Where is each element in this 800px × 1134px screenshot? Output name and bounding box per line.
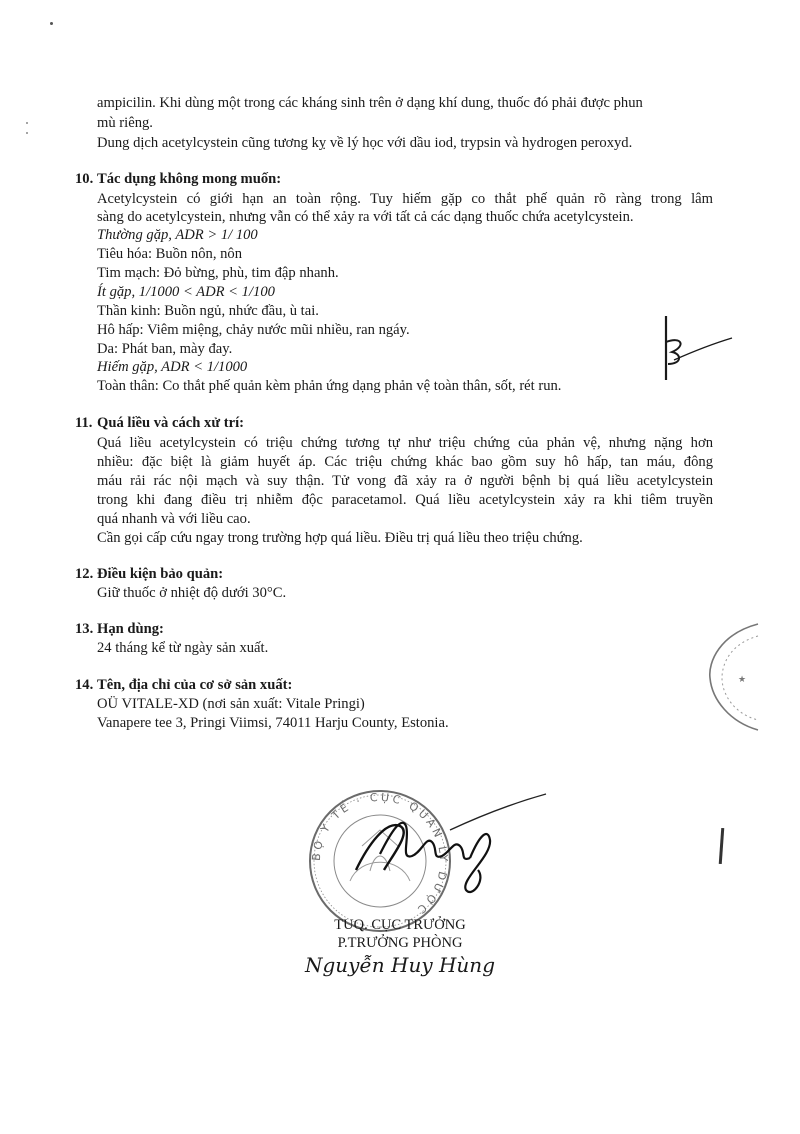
section-line: sàng do acetylcystein, nhưng vẫn có thể xảy ra với tất cả các dạng thuốc chứa acetylcystein. bbox=[97, 209, 634, 225]
section-line: Quá liều acetylcystein có triệu chứng tương tự như triệu chứng của phản vệ, nhưng nặng hơn bbox=[97, 435, 713, 451]
intro-line: ampicilin. Khi dùng một trong các kháng sinh trên ở dạng khí dung, thuốc đó phải được phun bbox=[97, 95, 643, 111]
section-heading: Điều kiện bảo quản: bbox=[97, 566, 224, 582]
svg-text:★: ★ bbox=[738, 675, 747, 685]
section-heading: Hạn dùng: bbox=[97, 621, 164, 637]
section-line: Vanapere tee 3, Pringi Viimsi, 74011 Harju County, Estonia. bbox=[97, 715, 449, 731]
partial-stamp-right bbox=[700, 622, 760, 732]
section-line: trong khi đang điều trị nhiễm độc paracetamol. Quá liều acetylcystein xảy ra khi tiêm truyền bbox=[97, 492, 713, 508]
section-line: OÜ VITALE-XD (nơi sản xuất: Vitale Pringi) bbox=[97, 696, 365, 712]
section-line: Toàn thân: Co thắt phế quản kèm phản ứng dạng phản vệ toàn thân, sốt, rét run. bbox=[97, 378, 562, 394]
signatory-name: Nguyễn Huy Hùng bbox=[304, 953, 495, 977]
scan-speck bbox=[26, 132, 28, 134]
stamp-ring-text: BỘ Y TẾ · CỤC QUẢN LÝ DƯỢC bbox=[309, 790, 451, 918]
section-line: nhiều: đặc biệt là giảm huyết áp. Các triệu chứng khác bao gồm suy hô hấp, tan máu, đông bbox=[97, 454, 713, 470]
section-line: Hiếm gặp, ADR < 1/1000 bbox=[97, 359, 248, 375]
section-number: 14. bbox=[75, 677, 94, 693]
signature-scribble bbox=[340, 790, 550, 910]
section-line: Ít gặp, 1/1000 < ADR < 1/100 bbox=[97, 284, 275, 300]
section-line: máu rải rác nội mạch và suy thận. Tử vong đã xảy ra ở người bệnh bị quá liều acetylcystein bbox=[97, 473, 713, 489]
section-line: Tiêu hóa: Buồn nôn, nôn bbox=[97, 246, 243, 262]
section-heading: Quá liều và cách xử trí: bbox=[97, 415, 244, 431]
initials-mark bbox=[652, 312, 734, 384]
section-number: 12. bbox=[75, 566, 94, 582]
section-line: quá nhanh và với liều cao. bbox=[97, 511, 251, 527]
section-number: 13. bbox=[75, 621, 94, 637]
section-line: 24 tháng kể từ ngày sản xuất. bbox=[97, 640, 269, 656]
section-number: 10. bbox=[75, 171, 94, 187]
section-heading: Tác dụng không mong muốn: bbox=[97, 171, 282, 187]
section-heading: Tên, địa chỉ của cơ sở sản xuất: bbox=[97, 677, 293, 693]
scan-speck bbox=[50, 22, 53, 25]
signatory-title-line1: TUQ. CỤC TRƯỞNG bbox=[334, 917, 466, 933]
scan-mark bbox=[719, 828, 725, 864]
section-line: Da: Phát ban, mày đay. bbox=[97, 341, 233, 357]
section-line: Giữ thuốc ở nhiệt độ dưới 30°C. bbox=[97, 585, 287, 601]
signatory-title-line2: P.TRƯỞNG PHÒNG bbox=[337, 935, 463, 951]
section-line: Thần kinh: Buồn ngủ, nhức đầu, ù tai. bbox=[97, 303, 319, 319]
section-number: 11. bbox=[75, 415, 93, 431]
section-line: Thường gặp, ADR > 1/ 100 bbox=[97, 227, 258, 243]
section-line: Tim mạch: Đỏ bừng, phù, tim đập nhanh. bbox=[97, 265, 339, 281]
intro-line: Dung dịch acetylcystein cũng tương kỵ về lý học với dầu iod, trypsin và hydrogen peroxyd. bbox=[97, 135, 633, 151]
intro-line: mù riêng. bbox=[97, 115, 153, 131]
section-line: Hô hấp: Viêm miệng, chảy nước mũi nhiều, ran ngáy. bbox=[97, 322, 410, 338]
section-line: Acetylcystein có giới hạn an toàn rộng. Tuy hiếm gặp co thắt phế quản rõ ràng trong lâm bbox=[97, 191, 713, 207]
scan-speck bbox=[26, 122, 28, 124]
section-line: Cần gọi cấp cứu ngay trong trường hợp quá liều. Điều trị quá liều theo triệu chứng. bbox=[97, 530, 583, 546]
